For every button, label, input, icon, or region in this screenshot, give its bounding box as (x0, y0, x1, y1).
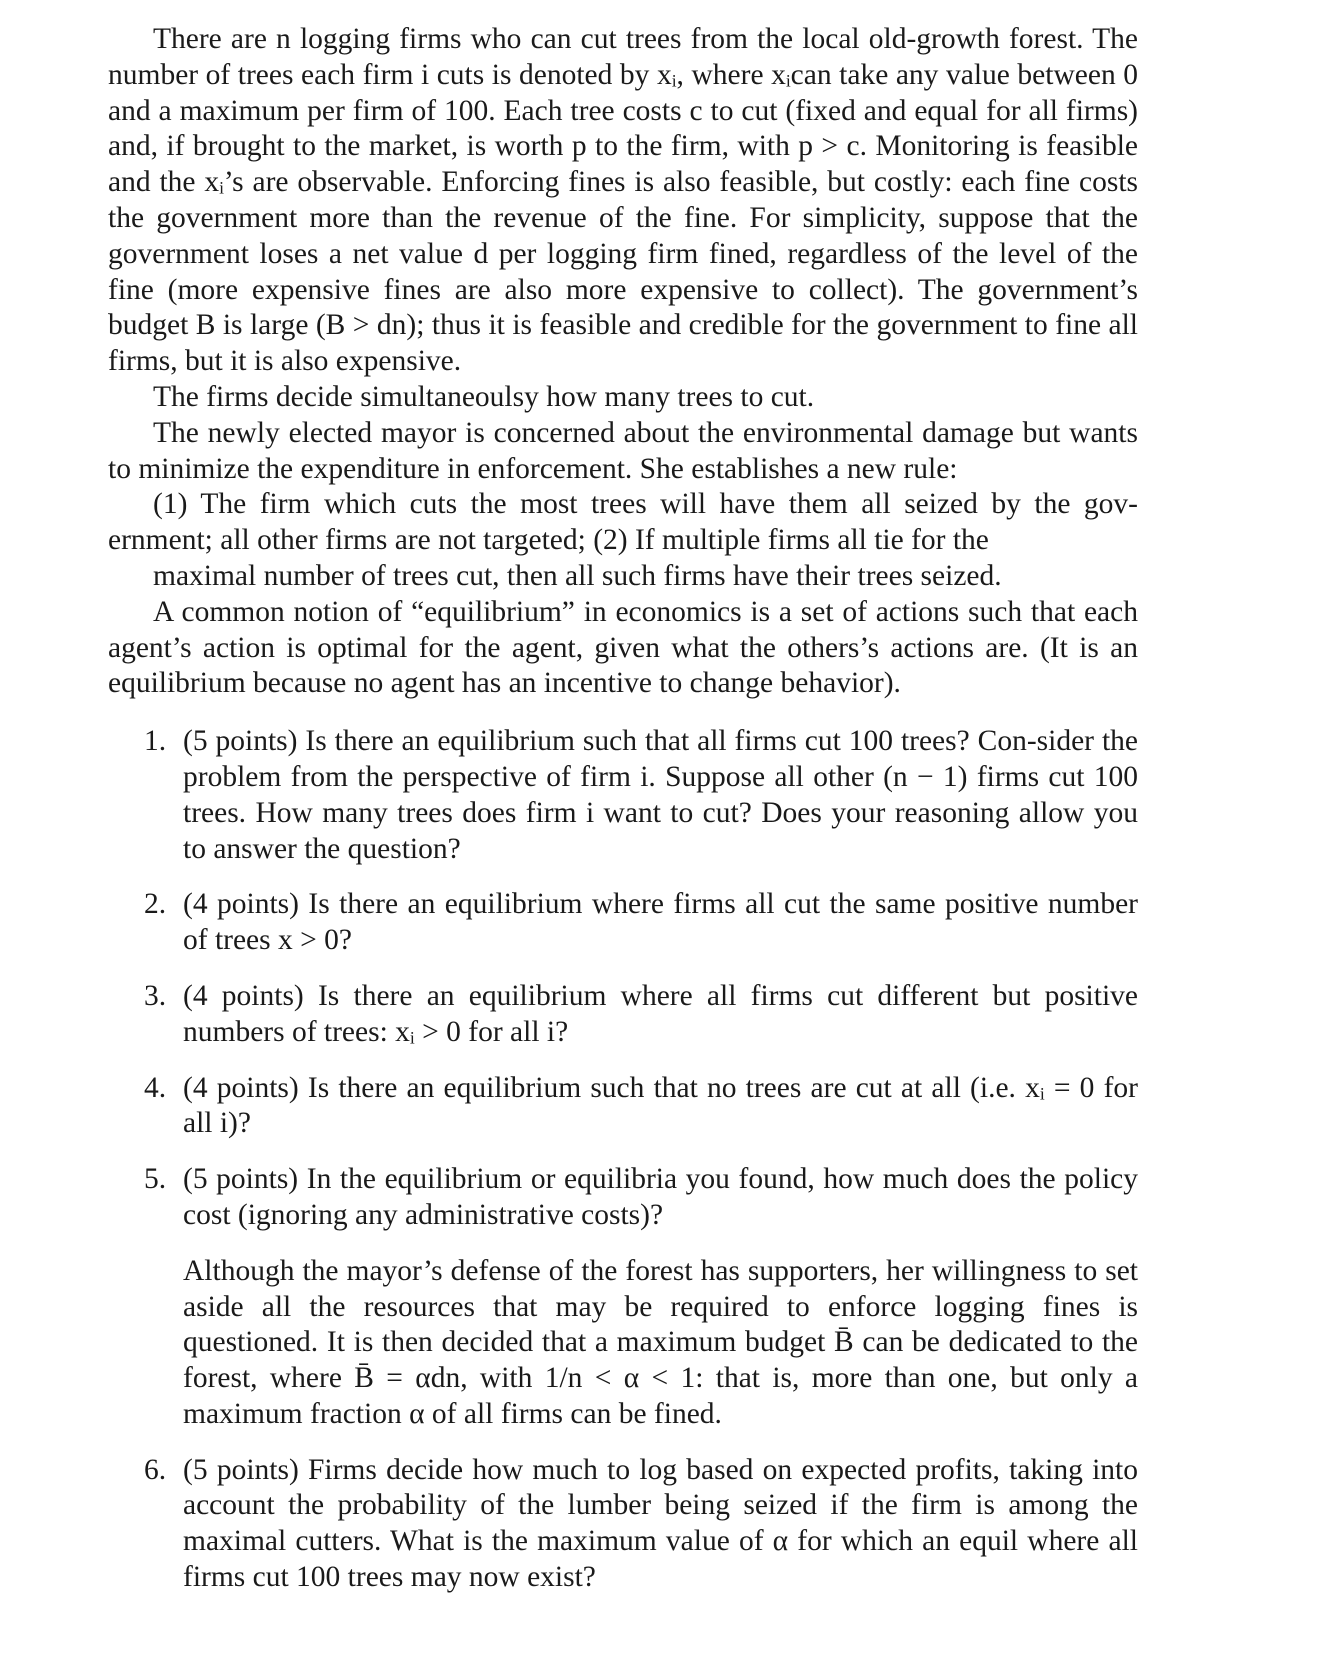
question-number: 3. (144, 979, 167, 1012)
question-item (108, 979, 1138, 1051)
question-item (108, 724, 1138, 867)
document-page (108, 22, 1138, 1616)
question-number: 5. (144, 1163, 167, 1196)
question-text: (4 points) Is there an equilibrium where firms all cut the same positive number of trees x > 0? (183, 888, 1138, 957)
intro-paragraph-4: A common notion of “equilibrium” in economics is a set of actions such that each agent’s action is optimal for the agent, given what the others’s actions are. (It is an equilibrium because no agent has an incentive to change behavior). (108, 595, 1138, 700)
question-number: 4. (144, 1071, 167, 1104)
question-text: (5 points) Is there an equilibrium such that all firms cut 100 trees? Con-sider the problem from the perspective of firm i. Suppose all other (n − 1) firms cut 100 trees. How many trees does firm i want to cut? Does your reasoning allow you to answer the question? (183, 725, 1138, 865)
question-number: 2. (144, 888, 167, 921)
intro-paragraph-3: The newly elected mayor is concerned about the environmental damage but wants to minimize the expenditure in enforcement. She establishes a new rule: (108, 416, 1138, 485)
rule-text: (1) The firm which cuts the most trees will have them all seized by the gov-ernment; all other firms are not targeted; (2) If multiple firms all tie for the (108, 488, 1138, 557)
question-item (108, 1071, 1138, 1143)
question-text: (5 points) In the equilibrium or equilibria you found, how much does the policy cost (ignoring any administrative costs)? (183, 1163, 1138, 1231)
question-text: (4 points) Is there an equilibrium such that no trees are cut at all (i.e. xᵢ = 0 for all i)? (183, 1071, 1138, 1140)
intro-paragraph-2: The firms decide simultaneoulsy how many trees to cut. (153, 380, 815, 413)
question-number: 6. (144, 1453, 167, 1486)
budget-interlude-paragraph: Although the mayor’s defense of the forest has supporters, her willingness to set aside all the resources that may be required to enforce logging fines is questioned. It is then decided that a maximum budget B̄ can be dedicated to the forest, where B̄ = αdn, with 1/n < α < 1: that is, more than one, but only a maximum fraction α of all firms can be fined. (183, 1254, 1138, 1430)
question-item (108, 1162, 1138, 1234)
rule-text-continued: maximal number of trees cut, then all such firms have their trees seized. (153, 559, 1002, 592)
question-item (108, 887, 1138, 959)
question-text: (5 points) Firms decide how much to log based on expected profits, taking into account the probability of the lumber being seized if the firm is among the maximal cutters. What is the maximum value of α for which an equil where all firms cut 100 trees may now exist? (183, 1453, 1138, 1594)
question-text: (4 points) Is there an equilibrium where all firms cut different but positive numbers of trees: xᵢ > 0 for all i? (183, 979, 1138, 1048)
question-list-continued (108, 1453, 1138, 1596)
question-number: 1. (144, 725, 167, 758)
intro-paragraph-1: There are n logging firms who can cut trees from the local old-growth forest. The number of trees each firm i cuts is denoted by xᵢ, where xᵢcan take any value between 0 and a maximum per firm of 100. Each tree costs c to cut (fixed and equal for all firms) and, if brought to the market, is worth p to the firm, with p > c. Monitoring is feasible and the xᵢ’s are observable. Enforcing fines is also feasible, but costly: each fine costs the government more than the revenue of the fine. For simplicity, suppose that the government loses a net value d per logging firm fined, regardless of the level of the fine (more expensive fines are also more expensive to collect). The government’s budget B is large (B > dn); thus it is feasible and credible for the government to fine all firms, but it is also expensive. (108, 23, 1138, 378)
question-item (108, 1453, 1138, 1596)
question-list (108, 724, 1138, 1234)
